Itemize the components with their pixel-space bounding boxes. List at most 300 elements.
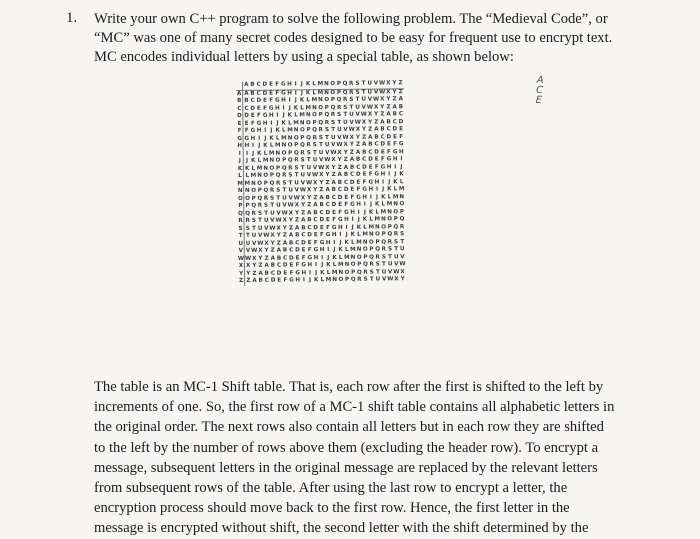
table-cell: P	[344, 276, 350, 283]
table-cell: I	[308, 269, 312, 276]
table-row-header-cell: I	[237, 150, 244, 158]
table-cell: S	[264, 202, 269, 209]
table-cell: O	[324, 97, 330, 104]
table-row-header-cell: R	[238, 217, 243, 224]
table-cell: A	[398, 96, 403, 103]
table-cell: W	[330, 149, 337, 156]
table-cell: W	[244, 255, 252, 262]
table-cell: R	[251, 210, 256, 217]
table-cell: T	[331, 126, 336, 134]
table-cell: B	[386, 118, 391, 125]
table-cell: D	[398, 118, 404, 125]
table-cell: Z	[252, 270, 257, 277]
table-cell: T	[355, 96, 360, 103]
table-cell: L	[369, 216, 373, 223]
table-cell: O	[399, 201, 405, 208]
table-cell: E	[393, 133, 397, 140]
table-cell: Z	[307, 202, 312, 209]
table-cell: W	[305, 179, 313, 186]
table-cell: K	[320, 269, 325, 276]
table-cell: S	[300, 157, 305, 164]
table-cell: N	[338, 269, 344, 276]
table-header-cell: L	[311, 81, 317, 89]
table-cell: K	[263, 142, 268, 149]
table-row-header-cell: D	[237, 112, 242, 119]
table-cell: Y	[276, 232, 281, 239]
table-cell: W	[287, 202, 294, 209]
table-cell: H	[325, 239, 331, 246]
table-cell: S	[251, 217, 256, 224]
table-cell: R	[381, 246, 386, 253]
table-cell: A	[276, 247, 282, 254]
table-cell: T	[361, 89, 366, 96]
table-cell: V	[245, 247, 251, 254]
table-cell: B	[250, 90, 255, 97]
table-cell: M	[256, 165, 263, 172]
table-cell: F	[244, 127, 249, 134]
table-cell: W	[393, 268, 400, 275]
table-cell: F	[332, 216, 337, 224]
table-cell: S	[394, 238, 399, 245]
table-cell: C	[295, 239, 300, 246]
table-cell: D	[288, 254, 294, 261]
table-cell: A	[355, 149, 361, 156]
table-cell: M	[356, 239, 362, 246]
table-cell: F	[307, 247, 312, 254]
table-cell: E	[332, 209, 336, 216]
table-cell: H	[362, 194, 368, 201]
table-cell: X	[306, 187, 312, 194]
table-cell: K	[393, 178, 398, 185]
explanation-line: message is encrypted without shift, the second letter with the shift determined by the	[94, 520, 589, 537]
table-cell: N	[324, 89, 329, 96]
table-cell: R	[399, 223, 405, 230]
table-cell: V	[400, 253, 405, 260]
table-cell: R	[375, 254, 380, 261]
table-cell: G	[368, 179, 374, 186]
table-header-cell: Y	[391, 80, 397, 88]
table-cell: C	[313, 217, 318, 224]
table-cell: Y	[380, 103, 385, 110]
table-cell: D	[386, 133, 392, 140]
table-cell: B	[276, 255, 282, 262]
table-cell: P	[393, 216, 398, 223]
table-cell: Y	[307, 194, 312, 201]
table-cell: Y	[288, 217, 293, 224]
table-cell: P	[275, 165, 281, 172]
table-cell: A	[258, 270, 263, 277]
explanation-line: from subsequent rows of the table. After using the last row to encrypt a letter, the	[94, 480, 568, 497]
table-cell: D	[368, 156, 373, 163]
table-cell: U	[355, 104, 360, 111]
table-cell: O	[350, 261, 356, 268]
table-cell: L	[351, 239, 355, 246]
table-cell: K	[275, 127, 280, 134]
table-header-cell: T	[360, 81, 366, 89]
table-cell: W	[354, 119, 361, 126]
table-cell: U	[300, 172, 306, 179]
table-cell: X	[331, 156, 336, 164]
table-cell: A	[264, 262, 269, 269]
table-cell: Y	[331, 164, 336, 171]
table-cell: Z	[264, 255, 269, 262]
table-cell: G	[356, 194, 361, 201]
table-cell: K	[374, 201, 380, 208]
table-cell: G	[244, 135, 250, 142]
table-cell: O	[257, 180, 263, 187]
table-cell: T	[343, 111, 348, 118]
table-cell: P	[363, 254, 368, 261]
table-cell: G	[268, 105, 274, 112]
table-cell: I	[351, 216, 354, 223]
table-cell: P	[245, 202, 250, 209]
table-cell: G	[301, 262, 307, 269]
table-cell: F	[319, 232, 324, 239]
table-cell: W	[293, 194, 300, 201]
table-cell: C	[256, 90, 261, 97]
explanation-line: the original order. The next rows also contain all letters but in each row they are shifted	[94, 419, 604, 436]
table-cell: Y	[343, 149, 348, 156]
table-cell: S	[306, 149, 311, 156]
table-cell: W	[275, 217, 282, 224]
table-cell: T	[288, 179, 293, 186]
table-cell: A	[368, 134, 373, 141]
table-cell: D	[262, 90, 268, 97]
table-cell: Z	[343, 156, 348, 163]
table-cell: M	[392, 193, 399, 200]
table-cell: K	[293, 104, 299, 111]
table-cell: T	[312, 149, 317, 156]
table-cell: J	[258, 142, 261, 149]
table-cell: X	[380, 96, 385, 103]
table-cell: H	[313, 254, 319, 261]
table-cell: L	[294, 112, 298, 119]
table-header-cell: W	[378, 80, 386, 87]
table-cell: B	[244, 97, 249, 104]
table-cell: Y	[313, 187, 318, 194]
table-cell: Y	[301, 202, 306, 209]
table-cell: U	[294, 179, 299, 186]
table-cell: Q	[306, 134, 311, 141]
table-cell: C	[368, 149, 373, 156]
table-cell: L	[363, 224, 367, 231]
table-cell: K	[326, 262, 331, 269]
table-cell: B	[258, 277, 263, 284]
table-cell: G	[313, 247, 319, 254]
table-cell: A	[349, 156, 355, 163]
table-cell: Q	[275, 172, 281, 179]
table-cell: B	[307, 217, 312, 224]
table-cell: H	[244, 142, 250, 149]
table-cell: N	[251, 180, 256, 187]
table-cell: R	[318, 127, 324, 134]
table-cell: H	[374, 179, 380, 186]
table-cell: U	[393, 253, 399, 260]
table-row-header-cell: V	[238, 247, 244, 254]
table-cell: U	[306, 164, 312, 171]
table-cell: L	[344, 246, 349, 253]
table-cell: H	[344, 216, 349, 223]
mc-shift-table	[236, 80, 406, 285]
table-cell: D	[295, 247, 300, 254]
table-cell: R	[282, 172, 287, 179]
table-cell: X	[394, 276, 399, 283]
table-cell: N	[245, 187, 250, 194]
table-cell: M	[250, 172, 257, 179]
table-cell: A	[313, 202, 318, 209]
table-cell: X	[258, 247, 263, 254]
table-header-cell: M	[317, 81, 323, 89]
table-cell: B	[331, 186, 336, 194]
table-cell: S	[282, 179, 287, 187]
table-cell: J	[394, 171, 397, 178]
table-cell: C	[264, 277, 269, 284]
table-cell: X	[270, 232, 275, 239]
table-cell: S	[375, 261, 380, 268]
table-cell: I	[264, 127, 267, 134]
table-cell: O	[275, 157, 281, 164]
table-cell: U	[387, 261, 393, 268]
table-cell: I	[400, 156, 403, 163]
table-cell: M	[293, 119, 299, 126]
table-cell: E	[269, 90, 274, 97]
table-cell: I	[357, 209, 360, 216]
table-cell: M	[362, 231, 368, 238]
table-cell: W	[257, 240, 264, 247]
table-row-header-cell: J	[237, 158, 244, 166]
table-cell: C	[250, 97, 255, 104]
table-cell: D	[392, 126, 398, 133]
table-cell: T	[252, 225, 256, 232]
table-cell: Y	[355, 134, 360, 141]
table-cell: Q	[342, 89, 348, 96]
table-header-cell: N	[323, 81, 329, 89]
table-cell: P	[357, 261, 362, 268]
table-cell: I	[282, 104, 285, 112]
table-cell: G	[262, 112, 268, 119]
table-cell: B	[270, 262, 276, 269]
table-cell: E	[301, 247, 306, 254]
table-cell: L	[326, 269, 331, 276]
table-cell: G	[350, 201, 355, 208]
table-cell: Q	[330, 104, 336, 111]
table-cell: E	[313, 232, 318, 239]
table-cell: F	[344, 201, 349, 208]
table-cell: C	[270, 270, 276, 277]
table-cell: X	[400, 268, 405, 275]
explanation-line: encryption process should move back to the first row. Hence, the first letter in the	[94, 500, 570, 517]
table-cell: Z	[368, 126, 373, 133]
table-cell: G	[295, 269, 300, 276]
table-header-cell: R	[348, 81, 354, 89]
table-cell: Y	[374, 111, 379, 118]
table-cell: C	[307, 224, 312, 231]
table-cell: N	[362, 239, 368, 246]
table-cell: O	[393, 208, 399, 215]
table-cell: N	[287, 134, 293, 141]
table-cell: F	[387, 148, 391, 155]
table-cell: L	[357, 231, 361, 238]
table-cell: I	[333, 239, 336, 246]
table-cell: Z	[331, 171, 336, 179]
table-cell: F	[275, 90, 280, 97]
table-cell: R	[369, 261, 374, 268]
table-cell: H	[319, 247, 325, 254]
table-cell: N	[275, 150, 281, 157]
table-cell: U	[361, 96, 367, 103]
table-cell: V	[270, 217, 275, 224]
table-cell: G	[274, 97, 280, 104]
table-cell: W	[251, 247, 258, 254]
table-cell: S	[343, 104, 348, 111]
annotation-letter: A	[536, 74, 545, 87]
table-cell: H	[281, 97, 286, 104]
table-cell: I	[388, 171, 391, 178]
table-cell: A	[325, 187, 330, 194]
table-cell: B	[325, 194, 330, 201]
table-cell: F	[289, 269, 294, 276]
table-cell: Z	[246, 277, 251, 284]
table-cell: S	[276, 187, 281, 194]
table-cell: B	[301, 224, 306, 231]
table-row-header-cell: L	[238, 172, 242, 179]
table-cell: M	[344, 254, 350, 261]
table-cell: M	[244, 180, 251, 187]
table-header-cell: V	[373, 81, 379, 89]
table-cell: R	[349, 89, 354, 96]
table-cell: Z	[325, 179, 330, 186]
table-cell: D	[282, 262, 288, 269]
table-cell: H	[356, 201, 362, 208]
table-cell: J	[345, 231, 348, 238]
table-cell: N	[332, 276, 338, 284]
table-cell: Y	[319, 179, 324, 186]
table-cell: H	[250, 135, 256, 142]
table-cell: O	[375, 231, 380, 238]
table-cell: D	[337, 194, 343, 201]
table-cell: G	[386, 156, 392, 163]
table-cell: Q	[312, 127, 318, 134]
annotation-letter: E	[535, 94, 543, 107]
table-cell: W	[318, 164, 325, 171]
table-cell: N	[281, 142, 287, 149]
table-cell: O	[381, 223, 386, 230]
table-cell: V	[325, 149, 330, 156]
table-row-header-cell: E	[237, 120, 242, 127]
table-cell: B	[398, 103, 403, 110]
table-cell: B	[282, 247, 288, 254]
table-cell: A	[307, 209, 312, 216]
table-cell: T	[325, 134, 330, 141]
table-cell: J	[339, 239, 342, 246]
table-cell: Z	[313, 194, 318, 201]
table-cell: Z	[392, 96, 397, 103]
table-cell: V	[381, 276, 387, 283]
table-cell: Q	[393, 223, 399, 230]
table-cell: Q	[293, 149, 299, 156]
table-cell: J	[315, 269, 318, 276]
table-cell: B	[295, 232, 300, 239]
table-cell: Q	[381, 238, 387, 245]
table-cell: L	[300, 104, 304, 111]
table-cell: D	[250, 105, 256, 112]
table-cell: T	[349, 104, 354, 111]
table-cell: E	[289, 262, 294, 269]
table-header-cell: D	[262, 82, 268, 90]
explanation-paragraph	[94, 377, 694, 539]
table-cell: Y	[368, 119, 373, 126]
table-cell: V	[306, 172, 312, 179]
table-cell: E	[386, 141, 391, 148]
table-header-cell: G	[280, 81, 286, 89]
table-row-header-cell: K	[237, 165, 243, 172]
table-cell: K	[387, 186, 392, 193]
table-cell: R	[357, 276, 362, 283]
table-cell: P	[351, 269, 356, 276]
table-cell: N	[381, 216, 386, 223]
table-cell: Z	[386, 103, 391, 110]
table-cell: R	[393, 231, 399, 238]
table-cell: B	[356, 156, 361, 163]
table-cell: M	[331, 269, 338, 276]
table-cell: S	[387, 246, 393, 253]
table-cell: X	[349, 134, 354, 141]
table-cell: E	[277, 277, 282, 284]
table-cell: O	[305, 119, 311, 126]
table-cell: H	[275, 105, 280, 112]
table-cell: Y	[386, 96, 391, 103]
table-cell: C	[392, 118, 397, 125]
table-cell: Z	[398, 88, 403, 95]
table-cell: C	[319, 209, 324, 216]
table-cell: K	[251, 157, 256, 164]
table-cell: A	[386, 111, 391, 118]
table-cell: U	[245, 240, 251, 247]
table-cell: A	[361, 141, 367, 148]
table-cell: N	[312, 104, 317, 111]
table-cell: B	[343, 171, 349, 178]
table-cell: N	[299, 119, 305, 126]
table-cell: D	[362, 164, 367, 171]
table-cell: K	[287, 112, 293, 119]
table-cell: E	[344, 194, 349, 201]
table-cell: K	[281, 119, 286, 127]
table-row-header-cell: N	[237, 187, 243, 194]
table-cell: A	[374, 126, 379, 133]
table-header-cell: F	[274, 82, 280, 90]
table-cell: C	[325, 202, 330, 209]
table-cell: L	[338, 254, 343, 261]
table-cell: P	[282, 157, 287, 164]
table-cell: H	[398, 148, 404, 155]
table-cell: L	[251, 165, 256, 172]
table-row-header-cell: H	[237, 142, 243, 149]
table-cell: Z	[288, 224, 294, 231]
table-cell: P	[336, 89, 342, 96]
table-cell: Y	[282, 224, 287, 232]
table-cell: H	[380, 171, 386, 178]
table-cell: C	[398, 111, 403, 118]
table-cell: R	[330, 111, 336, 119]
table-cell: A	[380, 118, 385, 125]
table-cell: Q	[300, 142, 305, 149]
table-cell: U	[343, 119, 348, 126]
table-cell: T	[245, 232, 250, 239]
table-cell: E	[356, 179, 361, 186]
table-cell: I	[382, 178, 385, 185]
table-cell: S	[400, 231, 405, 238]
table-cell: U	[276, 202, 281, 209]
